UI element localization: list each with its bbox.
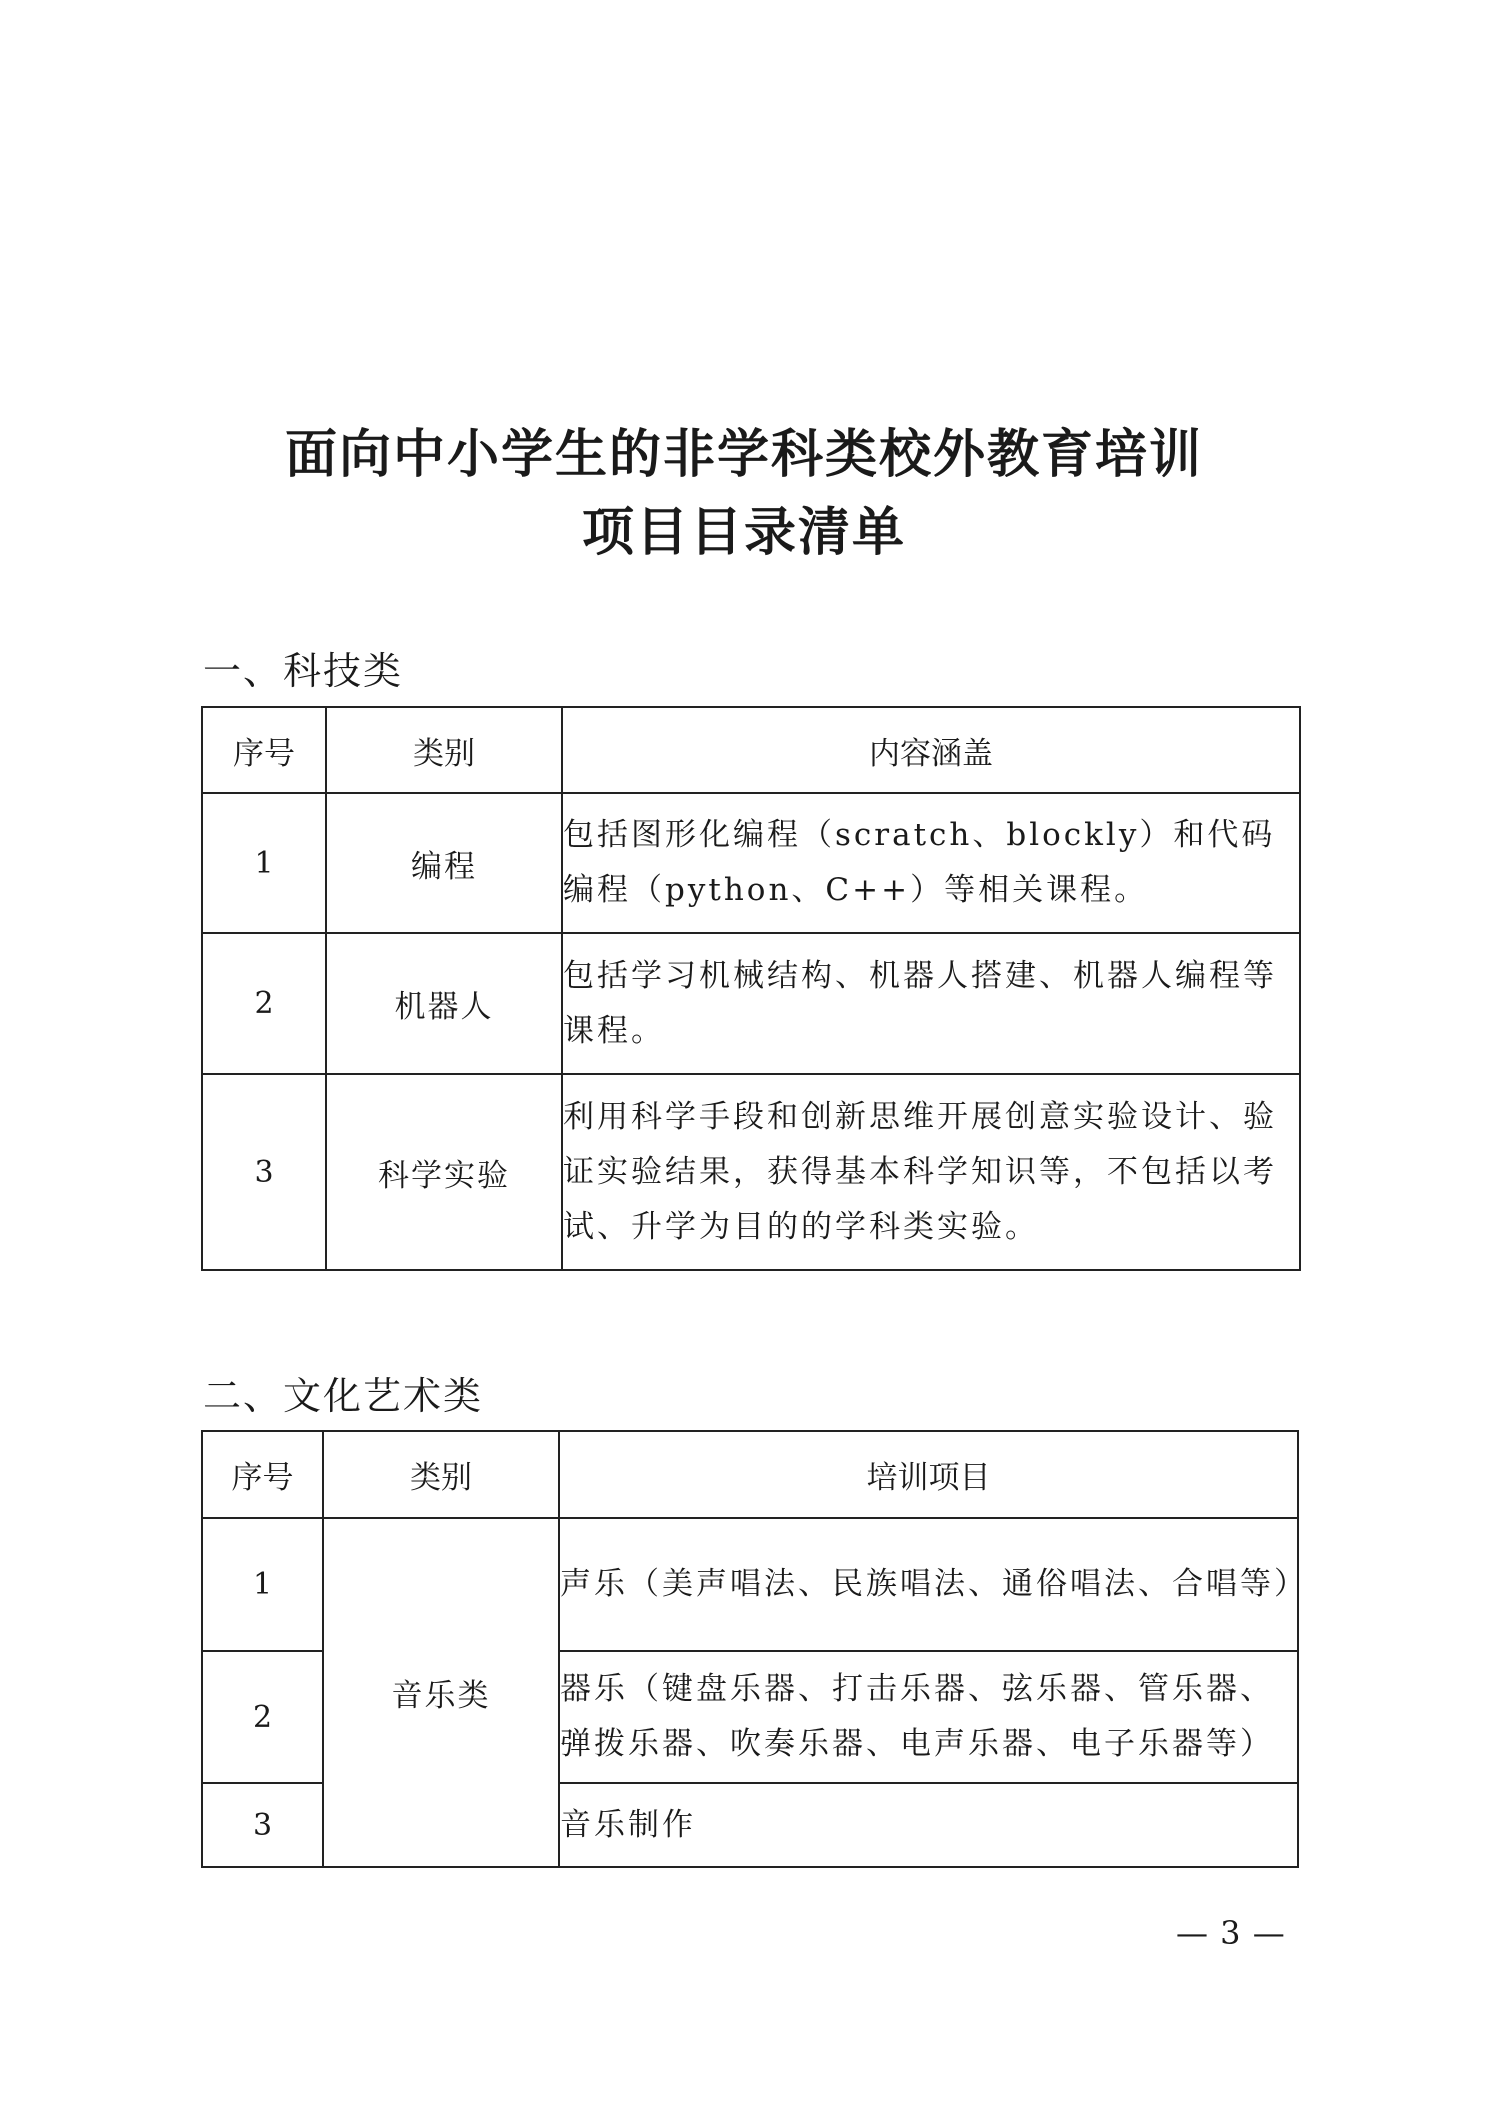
- row-category: 科学实验: [326, 1074, 562, 1270]
- row-seq: 3: [202, 1074, 326, 1270]
- row-seq: 3: [202, 1783, 323, 1867]
- page-number: — 3 —: [1176, 1914, 1286, 1952]
- header-seq: 序号: [202, 707, 326, 793]
- row-seq: 1: [202, 793, 326, 933]
- row-category: 编程: [326, 793, 562, 933]
- header-training-item: 培训项目: [559, 1431, 1298, 1518]
- table-row: [202, 793, 1300, 933]
- header-seq: 序号: [202, 1431, 323, 1518]
- row-category-music: 音乐类: [323, 1518, 559, 1867]
- row-seq: 2: [202, 1651, 323, 1783]
- row-training-item: 音乐制作: [559, 1783, 1298, 1867]
- row-seq: 1: [202, 1518, 323, 1651]
- header-category: 类别: [323, 1431, 559, 1518]
- document-title-line-2: 项目目录清单: [581, 503, 906, 563]
- technology-table: [201, 706, 1301, 1271]
- header-content: 内容涵盖: [562, 707, 1300, 793]
- table-header-row: [202, 1431, 1298, 1518]
- table-row: [202, 933, 1300, 1074]
- header-category: 类别: [326, 707, 562, 793]
- table-row: [202, 1518, 1298, 1651]
- table-header-row: [202, 707, 1300, 793]
- row-category: 机器人: [326, 933, 562, 1074]
- section-heading-culture-art: 二、文化艺术类: [203, 1374, 484, 1418]
- row-seq: 2: [202, 933, 326, 1074]
- table-row: [202, 1074, 1300, 1270]
- section-heading-technology: 一、科技类: [203, 649, 404, 693]
- row-content: 包括图形化编程（scratch、blockly）和代码编程（python、C++）等相关课程。: [562, 793, 1300, 933]
- document-title-line-1: 面向中小学生的非学科类校外教育培训: [284, 425, 1203, 485]
- row-training-item: 声乐（美声唱法、民族唱法、通俗唱法、合唱等）: [559, 1518, 1298, 1651]
- row-content: 利用科学手段和创新思维开展创意实验设计、验证实验结果，获得基本科学知识等，不包括以考试、升学为目的的学科类实验。: [562, 1074, 1300, 1270]
- culture-art-table: [201, 1430, 1308, 1868]
- row-content: 包括学习机械结构、机器人搭建、机器人编程等课程。: [562, 933, 1300, 1074]
- row-training-item: 器乐（键盘乐器、打击乐器、弦乐器、管乐器、弹拨乐器、吹奏乐器、电声乐器、电子乐器等）: [559, 1651, 1298, 1783]
